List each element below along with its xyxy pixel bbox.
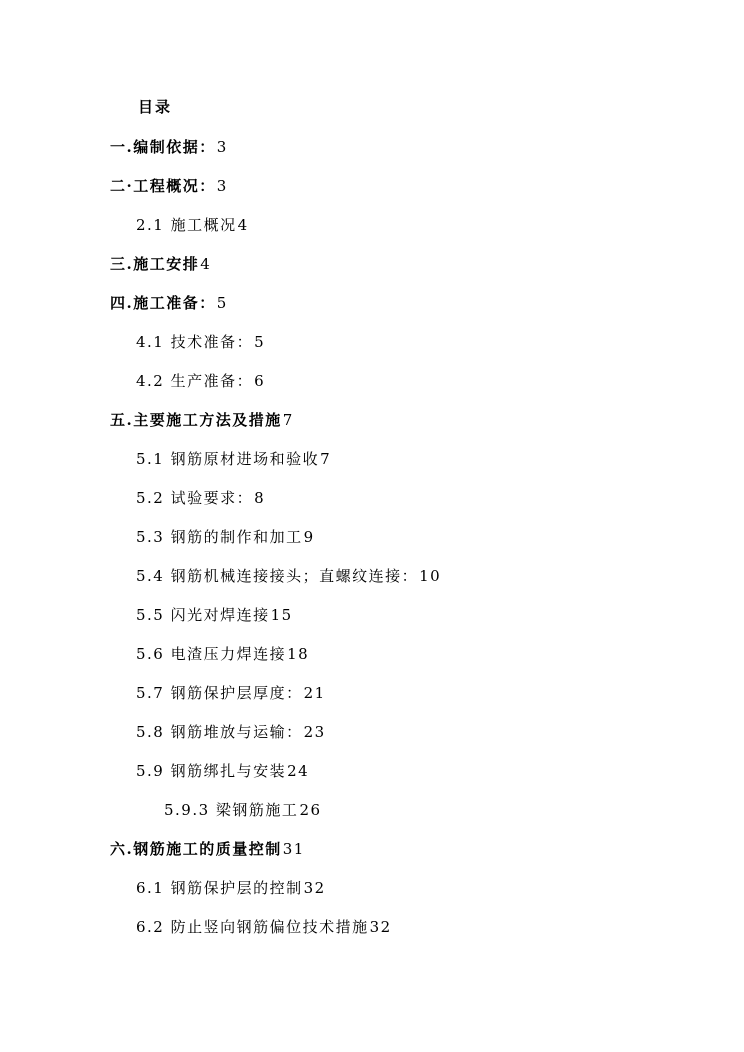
toc-entry-label: 2.1 施工概况 — [136, 216, 237, 234]
toc-entry-page: 4 — [237, 216, 249, 234]
toc-entry-5-4[interactable] — [136, 566, 441, 586]
toc-entry-page: 8 — [254, 489, 266, 507]
toc-entry-label: 4.2 生产准备： — [136, 372, 254, 390]
toc-entry-page: 3 — [216, 138, 228, 156]
toc-entry-4-2[interactable] — [136, 371, 265, 391]
toc-entry-page: 31 — [282, 840, 305, 858]
toc-entry-label: 五.主要施工方法及措施 — [110, 411, 282, 429]
toc-entry-label: 一.编制依据： — [110, 138, 216, 156]
toc-entry-label: 5.7 钢筋保护层厚度： — [136, 684, 303, 702]
toc-entry-label: 4.1 技术准备： — [136, 333, 254, 351]
toc-entry-5-3[interactable] — [136, 527, 315, 547]
toc-entry-label: 5.3 钢筋的制作和加工 — [136, 528, 303, 546]
toc-entry-page: 15 — [270, 606, 293, 624]
toc-entry-5-1[interactable] — [136, 449, 331, 469]
toc-entry-page: 18 — [287, 645, 310, 663]
toc-entry-4-1[interactable] — [136, 332, 265, 352]
toc-entry-label: 5.6 电渣压力焊连接 — [136, 645, 287, 663]
toc-entry-label: 5.9.3 梁钢筋施工 — [164, 801, 299, 819]
toc-title: 目录 — [138, 98, 173, 116]
toc-entry-page: 4 — [200, 255, 212, 273]
toc-entry-label: 5.4 钢筋机械连接接头；直螺纹连接： — [136, 567, 419, 585]
toc-entry-6-1[interactable] — [136, 878, 326, 898]
toc-entry-label: 6.1 钢筋保护层的控制 — [136, 879, 303, 897]
toc-entry-page: 21 — [303, 684, 326, 702]
toc-entry-page: 26 — [299, 801, 322, 819]
toc-entry-section-2[interactable] — [110, 176, 228, 196]
toc-entry-5-5[interactable] — [136, 605, 293, 625]
toc-entry-section-5[interactable] — [110, 410, 294, 430]
toc-entry-page: 3 — [216, 177, 228, 195]
toc-entry-page: 7 — [320, 450, 332, 468]
toc-entry-label: 六.钢筋施工的质量控制 — [110, 840, 282, 858]
toc-entry-5-8[interactable] — [136, 722, 326, 742]
toc-entry-6-2[interactable] — [136, 917, 392, 937]
toc-entry-page: 6 — [254, 372, 266, 390]
toc-entry-page: 32 — [369, 918, 392, 936]
toc-entry-5-7[interactable] — [136, 683, 326, 703]
toc-entry-label: 5.8 钢筋堆放与运输： — [136, 723, 303, 741]
toc-entry-page: 5 — [216, 294, 228, 312]
toc-entry-label: 二·工程概况： — [110, 177, 216, 195]
toc-entry-page: 32 — [303, 879, 326, 897]
toc-entry-page: 24 — [287, 762, 310, 780]
toc-entry-page: 7 — [282, 411, 294, 429]
toc-entry-5-2[interactable] — [136, 488, 265, 508]
toc-entry-section-4[interactable] — [110, 293, 228, 313]
toc-entry-section-3[interactable] — [110, 254, 211, 274]
toc-entry-label: 三.施工安排 — [110, 255, 200, 273]
toc-entry-label: 四.施工准备： — [110, 294, 216, 312]
toc-entry-5-9-3[interactable] — [164, 800, 322, 820]
toc-entry-2-1[interactable] — [136, 215, 249, 235]
toc-entry-page: 5 — [254, 333, 266, 351]
toc-entry-page: 9 — [303, 528, 315, 546]
toc-entry-section-6[interactable] — [110, 839, 305, 859]
toc-entry-label: 6.2 防止竖向钢筋偏位技术措施 — [136, 918, 369, 936]
toc-entry-5-9[interactable] — [136, 761, 309, 781]
toc-entry-section-1[interactable] — [110, 137, 228, 157]
toc-entry-page: 10 — [419, 567, 442, 585]
toc-entry-label: 5.2 试验要求： — [136, 489, 254, 507]
toc-entry-label: 5.9 钢筋绑扎与安装 — [136, 762, 287, 780]
toc-entry-label: 5.5 闪光对焊连接 — [136, 606, 270, 624]
toc-entry-label: 5.1 钢筋原材进场和验收 — [136, 450, 320, 468]
toc-entry-page: 23 — [303, 723, 326, 741]
toc-entry-5-6[interactable] — [136, 644, 309, 664]
